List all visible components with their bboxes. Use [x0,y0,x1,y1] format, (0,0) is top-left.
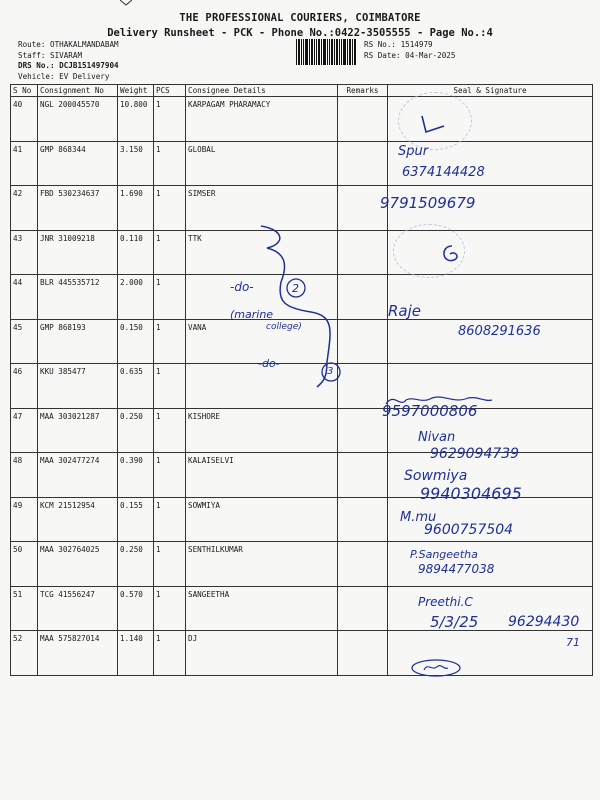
sno-cell: 40 [11,97,38,142]
handwritten-name: Nivan [418,430,456,445]
weight-cell: 10.800 [118,97,154,142]
consignment-cell: KCM 21512954 [38,497,118,542]
table-row [11,631,593,676]
pcs-cell: 1 [154,453,186,498]
handwritten-phone: 96294430 [508,614,580,630]
rs-no-line [364,40,455,51]
runsheet-meta-left [18,40,119,82]
weight-cell: 1.140 [118,631,154,676]
handwritten-phone: 6374144428 [402,165,485,180]
weight-cell: 0.250 [118,408,154,453]
remarks-cell [338,97,388,142]
consignee-cell: GLOBAL [186,141,338,186]
consignment-cell: MAA 302764025 [38,542,118,587]
sno-cell: 50 [11,542,38,587]
sno-cell: 41 [11,141,38,186]
consignee-cell: KALAISELVI [186,453,338,498]
sno-cell: 48 [11,453,38,498]
handwritten-phone: 9940304695 [420,484,522,503]
handwritten-date: 5/3/25 [430,613,479,631]
handwritten-note: 71 [566,636,580,649]
drs-line [18,61,119,72]
route-value: OTHAKALMANDABAM [50,40,119,49]
col-header-remarks: Remarks [338,85,388,97]
consignment-cell: TCG 41556247 [38,586,118,631]
staff-label: Staff: [18,50,46,60]
consignment-cell: BLR 445535712 [38,275,118,320]
consignment-cell: GMP 868344 [38,141,118,186]
rs-date-value: 04-Mar-2025 [405,50,456,60]
consignment-cell: FBD 530234637 [38,186,118,231]
staff-value: SIVARAM [50,50,83,60]
consignee-cell: KARPAGAM PHARAMACY [186,97,338,142]
runsheet-meta-right [364,40,455,61]
pcs-cell: 1 [154,319,186,364]
pcs-cell: 1 [154,97,186,142]
drs-value: DCJB151497904 [59,61,119,70]
consignment-cell: GMP 868193 [38,319,118,364]
col-header-consignment: Consignment No [38,85,118,97]
weight-cell: 1.690 [118,186,154,231]
table-header-row [11,85,593,97]
vehicle-value: EV Delivery [59,71,110,81]
handwritten-name: P.Sangeetha [410,548,478,561]
handwritten-name: Spur [398,144,429,159]
table-row [11,97,593,142]
remarks-cell [338,631,388,676]
remarks-cell [338,453,388,498]
weight-cell: 0.250 [118,542,154,587]
col-header-pcs: PCS [154,85,186,97]
pcs-cell: 1 [154,542,186,587]
consignee-cell: SANGEETHA [186,586,338,631]
handwritten-name: Preethi.C [418,595,473,609]
rs-date-label: RS Date: [364,50,401,60]
sno-cell: 51 [11,586,38,631]
table-row [11,542,593,587]
sno-cell: 49 [11,497,38,542]
pcs-cell: 1 [154,230,186,275]
circled-number: 3 [327,366,334,377]
consignee-cell: SIMSER [186,186,338,231]
route-line [18,40,119,51]
consignment-cell: MAA 302477274 [38,453,118,498]
sno-cell: 47 [11,408,38,453]
consignment-cell: NGL 200045570 [38,97,118,142]
table-row [11,141,593,186]
handwritten-name: Sowmiya [404,468,468,484]
handwritten-note: college) [266,322,302,332]
ditto-mark: -do- [258,357,280,370]
handwritten-phone: 8608291636 [458,324,541,339]
barcode-image [296,39,356,65]
remarks-cell [338,319,388,364]
consignee-cell: KISHORE [186,408,338,453]
sno-cell: 44 [11,275,38,320]
handwritten-name: M.mu [400,510,437,525]
pcs-cell: 1 [154,408,186,453]
sno-cell: 45 [11,319,38,364]
route-label: Route: [18,40,46,49]
sno-cell: 43 [11,230,38,275]
pcs-cell: 1 [154,631,186,676]
handwritten-phone: 9600757504 [424,522,514,538]
sno-cell: 42 [11,186,38,231]
col-header-consignee: Consignee Details [186,85,338,97]
pcs-cell: 1 [154,497,186,542]
sno-cell: 46 [11,364,38,409]
weight-cell: 0.110 [118,230,154,275]
document-title: THE PROFESSIONAL COURIERS, COIMBATORE [179,12,421,24]
handwritten-name: Raje [388,302,422,320]
consignee-cell: DJ [186,631,338,676]
pcs-cell: 1 [154,275,186,320]
handwritten-phone: 9597000806 [382,402,478,420]
pcs-cell: 1 [154,586,186,631]
ditto-mark: -do- [230,280,254,294]
drs-label: DRS No.: [18,61,55,70]
remarks-cell [338,408,388,453]
staff-line [18,51,119,62]
weight-cell: 3.150 [118,141,154,186]
remarks-cell [338,230,388,275]
remarks-cell [338,497,388,542]
consignee-cell: SENTHILKUMAR [186,542,338,587]
weight-cell: 0.150 [118,319,154,364]
remarks-cell [338,364,388,409]
consignment-cell: KKU 385477 [38,364,118,409]
remarks-cell [338,542,388,587]
vehicle-line [18,72,119,83]
rs-value: 1514979 [400,40,433,49]
handwritten-phone: 9629094739 [430,446,520,462]
col-header-sno: S No [11,85,38,97]
document-subtitle: Delivery Runsheet - PCK - Phone No.:0422-3505555 - Page No.:4 [107,27,493,39]
consignment-cell: JNR 31009218 [38,230,118,275]
weight-cell: 0.635 [118,364,154,409]
col-header-signature: Seal & Signature [388,85,593,97]
consignee-cell: TTK [186,230,338,275]
remarks-cell [338,141,388,186]
weight-cell: 0.570 [118,586,154,631]
pcs-cell: 1 [154,186,186,231]
handwritten-phone: 9894477038 [418,562,495,576]
circled-number: 2 [292,282,299,295]
handwritten-signature-icon [430,242,470,268]
fold-mark-icon [120,0,132,6]
handwritten-signature-icon [408,656,468,680]
handwritten-note: (marine [230,308,274,321]
rs-label: RS No.: [364,40,397,49]
rs-date-line [364,51,455,62]
tick-mark-icon [418,112,450,138]
handwritten-signature-icon [384,392,494,408]
remarks-cell [338,586,388,631]
col-header-weight: Weight [118,85,154,97]
table-row [11,586,593,631]
pcs-cell: 1 [154,141,186,186]
vehicle-label: Vehicle: [18,71,55,81]
handwritten-phone: 9791509679 [380,194,476,212]
consignee-cell: SOWMIYA [186,497,338,542]
consignment-cell: MAA 303021287 [38,408,118,453]
sno-cell: 52 [11,631,38,676]
weight-cell: 2.000 [118,275,154,320]
remarks-cell [338,275,388,320]
pcs-cell: 1 [154,364,186,409]
weight-cell: 0.155 [118,497,154,542]
consignment-cell: MAA 575827014 [38,631,118,676]
consignee-cell: VANA [186,319,338,364]
weight-cell: 0.390 [118,453,154,498]
